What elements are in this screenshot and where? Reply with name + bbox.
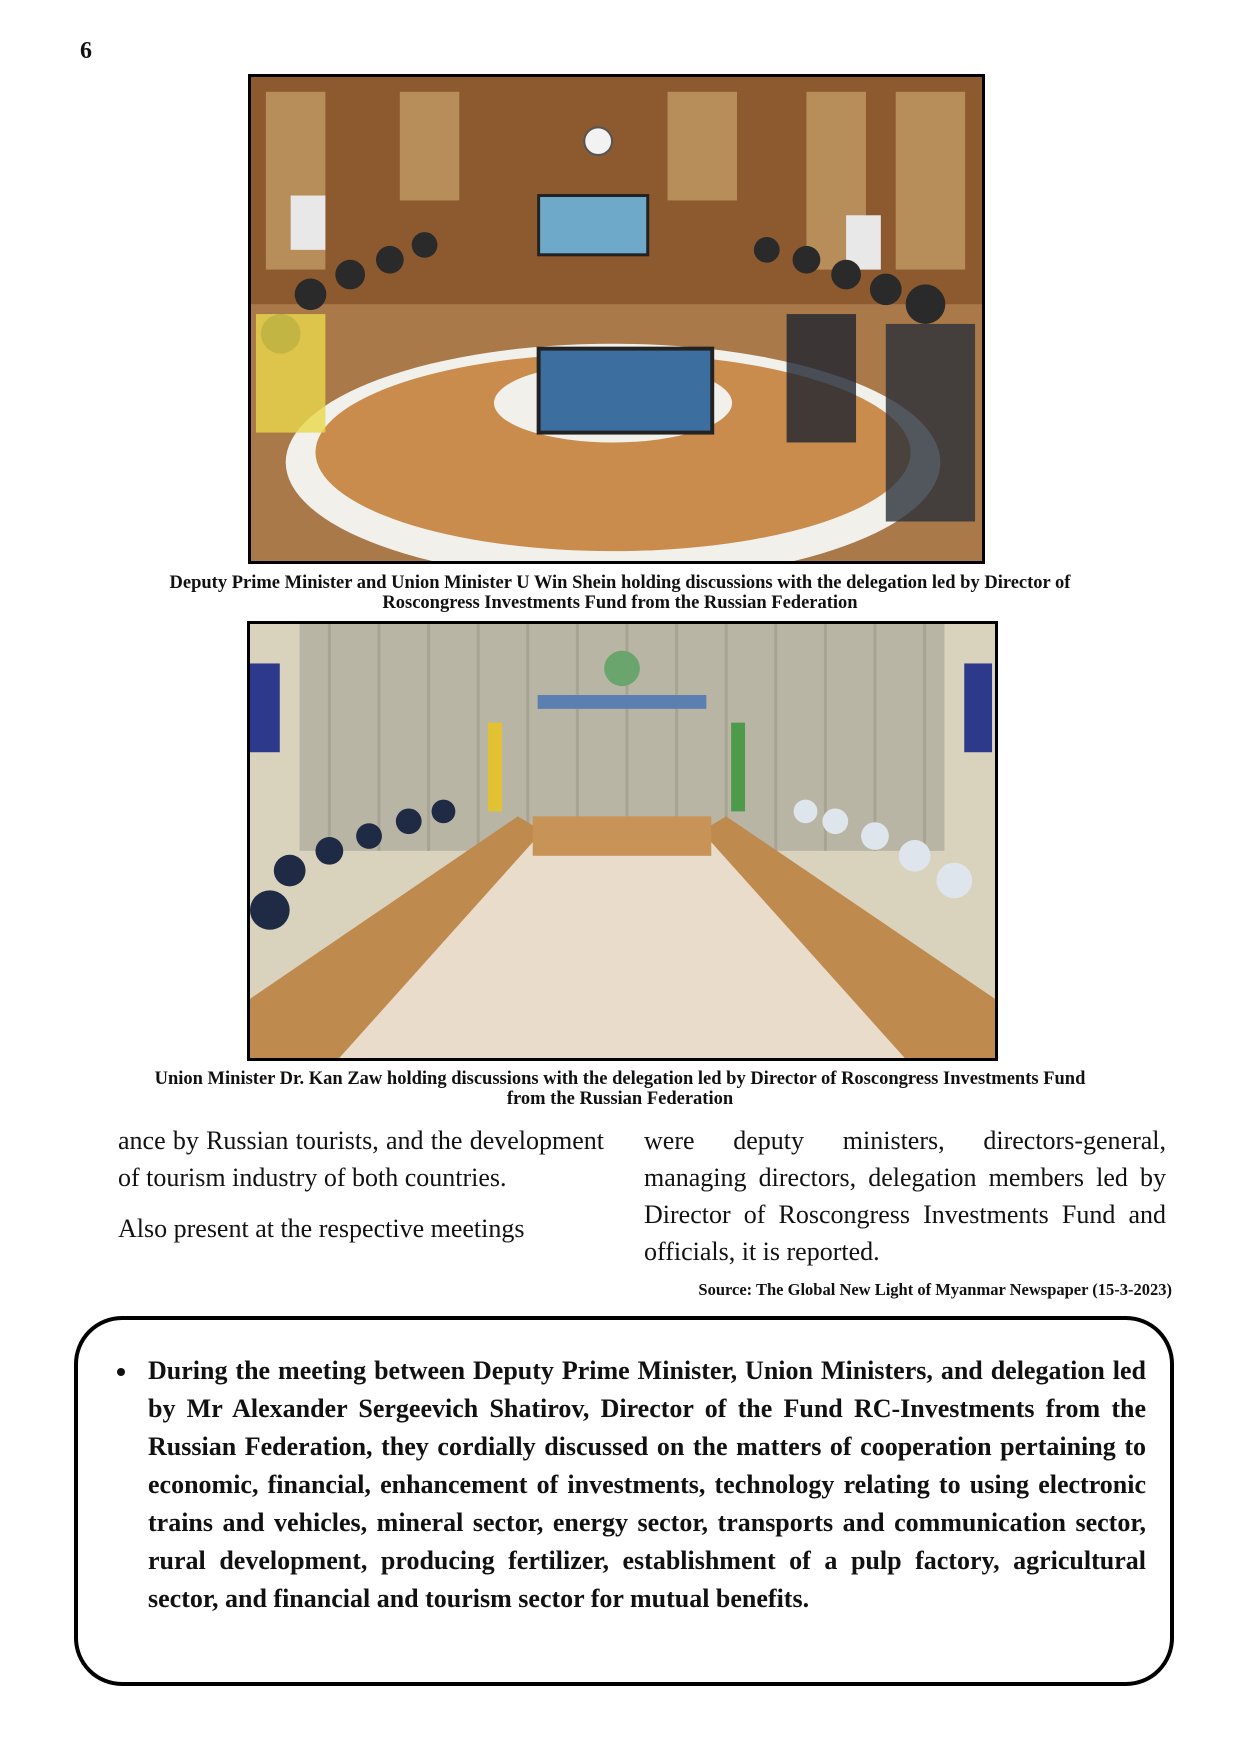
photo-2-caption: Union Minister Dr. Kan Zaw holding discussions with the delegation led by Director of Roscongress Investments Fund from the Russian Federation (154, 1069, 1086, 1109)
right-paragraph-1: were deputy ministers, directors-general, managing directors, delegation members led by Director of Roscongress Investments Fund and officials, it is reported. (644, 1126, 1166, 1266)
summary-bullet: • During the meeting between Deputy Prime Minister, Union Ministers, and delegation led by Mr Alexander Sergeevich Shatirov, Director of the Fund RC-Investments from the Russian Federation, they cordially discussed on the matters of cooperation pertaining to economic, financial, enhancement of investments, technology relating to using electronic trains and vehicles, mineral sector, energy sector, transports and communication sector, rural development, producing fertilizer, establishment of a pulp factory, agricultural sector, and financial and tourism sector for mutual benefits. (139, 1352, 1146, 1618)
summary-box (74, 1316, 1174, 1686)
article-right-column (644, 1122, 1166, 1270)
article-left-column (118, 1122, 604, 1247)
source-credit: Source: The Global New Light of Myanmar Newspaper (15-3-2023) (698, 1280, 1172, 1299)
page-number: 6 (80, 38, 92, 64)
meeting-photo-1 (248, 74, 985, 564)
left-paragraph-1: ance by Russian tourists, and the development of tourism industry of both countries. (118, 1126, 604, 1192)
meeting-photo-2 (247, 621, 998, 1061)
photo-1-caption: Deputy Prime Minister and Union Minister U Win Shein holding discussions with the delegation led by Director of Roscongress Investments Fund from the Russian Federation (169, 573, 1071, 613)
left-paragraph-2: Also present at the respective meetings (118, 1214, 525, 1243)
